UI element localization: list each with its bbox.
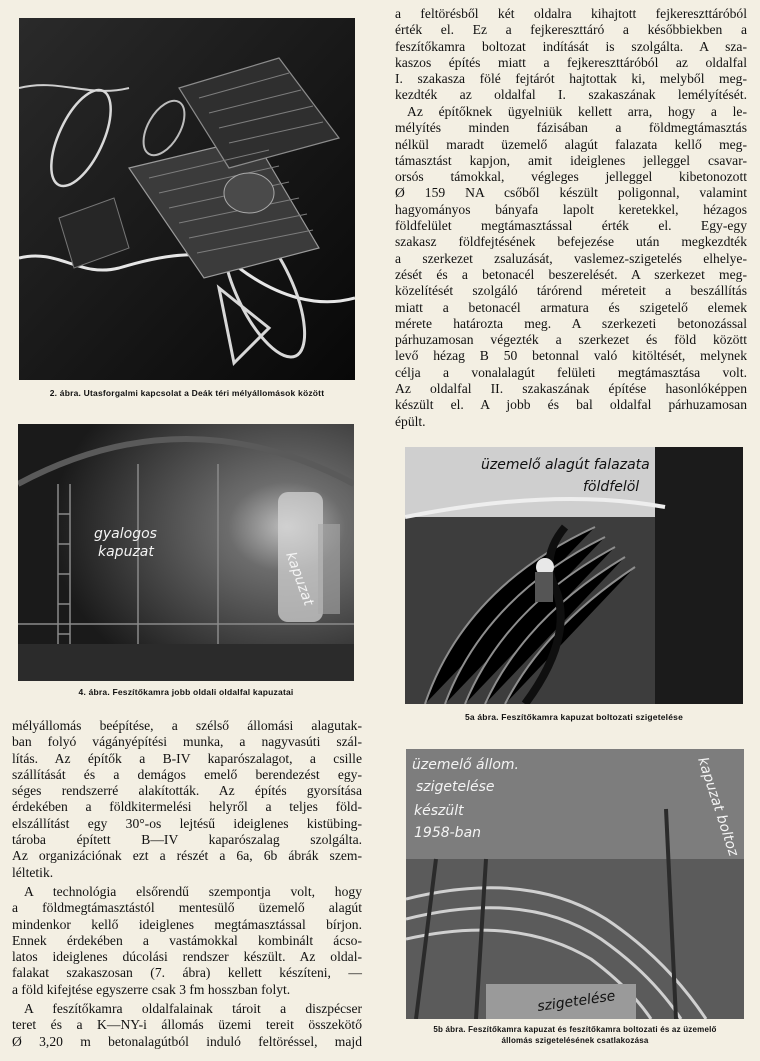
left-paragraph-2 xyxy=(12,884,362,998)
figure-2-caption: 2. ábra. Utasforgalmi kapcsolat a Deák téri mélyállomások között xyxy=(49,388,325,398)
figure-5b-caption-line2: állomás szigetelésének csatlakozása xyxy=(501,1036,649,1045)
text-line: orsós támokkal, végleges jelleggel kibetonozott xyxy=(395,169,747,185)
right-paragraph-2 xyxy=(395,104,747,430)
figure-5a-caption: 5a ábra. Feszítőkamra kapuzat boltozati szigetelése xyxy=(464,712,684,722)
text-line: elszállítást egy 30°-os lejtésű ideiglenes kistübing- xyxy=(12,815,362,831)
fig5b-label-bottom: szigetelése xyxy=(536,988,617,1015)
text-line: tároba épített B—IV kaparószalag szolgálta. xyxy=(12,832,362,848)
text-line: Ø 3,20 m betonalagútból induló feltöréssel, majd xyxy=(12,1033,362,1049)
fig4-label-kapuzat-1: kapuzat xyxy=(98,544,154,560)
text-line: mélyítés minden fázisában a földmegtámasztás xyxy=(395,120,747,136)
left-paragraph-3 xyxy=(12,1001,362,1050)
text-line: kaszos építés miatt a fejkereszttáróból az oldalfal xyxy=(395,54,747,70)
text-line: Az építőknek ügyelniük kellett arra, hogy a le- xyxy=(407,104,747,119)
text-line: mérete határozta meg. A szerkezeti betonozással xyxy=(395,315,747,331)
text-line: Az oldalfal II. szakaszának építése hasonlóképpen xyxy=(395,381,747,397)
text-line: készült el. A jobb és bal oldalfal párhuzamosan xyxy=(395,397,747,413)
text-line: levő hézag B 50 betonnal való kitöltését, melynek xyxy=(395,348,747,364)
fig5b-label-line4: 1958-ban xyxy=(414,825,482,841)
text-line: kezdték az oldalfal I. szakaszának lemélyítését. xyxy=(395,87,747,103)
text-line: a feltörésből két oldalra kihajtott fejkereszttáróból xyxy=(395,6,747,21)
text-line: nélkül maradt üzemelő alagút falazata kellő meg- xyxy=(395,136,747,152)
text-line: miatt a betonacél armatura és szigetelő elemek xyxy=(395,299,747,315)
figure-5b-caption-line1: 5b ábra. Feszítőkamra kapuzat és feszítőkamra boltozati és az üzemelő xyxy=(433,1025,717,1034)
text-line: a szerkezet zsaluzását, vaslemez-szigetelés elhelye- xyxy=(395,250,747,266)
text-line: földfelület megtámasztással érték el. Egy-egy xyxy=(395,218,747,234)
text-line: A feszítőkamra oldalfalainak tároit a diszpécser xyxy=(24,1001,362,1016)
left-paragraph-1 xyxy=(12,718,362,881)
text-line: lítás. Az építők a B-IV kaparószalagot, a csille xyxy=(12,750,362,766)
text-line: érdekében a földkitermelési helyről a teljes föld- xyxy=(12,799,362,815)
text-line: párhuzamosan végezték a szerkezet és föld között xyxy=(395,332,747,348)
text-line: A technológia elsőrendű szempontja volt, hogy xyxy=(24,884,362,899)
fig5b-label-vertical: kapuzat boltoz xyxy=(694,755,742,859)
fig4-label-kapuzat-2: kapuzat xyxy=(282,549,317,608)
text-line: épült. xyxy=(395,413,426,429)
right-paragraph-1 xyxy=(395,6,747,104)
text-line: I. szakasza fölé fejtárót hajtottak ki, melyből meg- xyxy=(395,71,747,87)
figure-4-caption: 4. ábra. Feszítőkamra jobb oldali oldalfal kapuzatai xyxy=(78,687,294,697)
fig5a-label-line2: földfelöl xyxy=(583,479,640,495)
text-line: a földmegtámasztástól mentesülő üzemelő alagút xyxy=(12,900,362,916)
text-line: mindenkor kellő ideiglenes megtámasztással bírjon. xyxy=(12,916,362,932)
text-line: közelítését szolgáló tárórend méreteit a beszállítás xyxy=(395,283,747,299)
text-line: célja a vonalalagút felületi megtámasztása volt. xyxy=(395,364,747,380)
figure-5a-image xyxy=(405,447,743,704)
figure-5b-image xyxy=(406,749,744,1019)
figure-4-image xyxy=(18,424,354,681)
text-line: a föld kifejtése egyszerre csak 3 fm hosszban folyt. xyxy=(12,981,291,997)
text-line: feszítőkamra boltozat indítását is szolgálta. A sza- xyxy=(395,38,747,54)
text-line: latos ideiglenes dúcolási rendszer készült. Az oldal- xyxy=(12,949,362,965)
text-line: hagyományos bányafa lapolt keretekkel, hézagos xyxy=(395,201,747,217)
text-line: léltetik. xyxy=(12,864,54,880)
text-line: zését és a betonacél beszerelését. A szerkezet meg- xyxy=(395,266,747,282)
fig5a-label-line1: üzemelő alagút falazata xyxy=(481,457,650,473)
text-line: ban folyó vágányépítési munka, a nagyvasúti szál- xyxy=(12,734,362,750)
text-line: Ø 159 NA csőből készült poligonnal, valamint xyxy=(395,185,747,201)
text-line: Ennek érdekében a vastámokkal kombinált ácso- xyxy=(12,932,362,948)
text-line: érték el. Ez a fejkereszttáró a későbbiekben a xyxy=(395,22,747,38)
text-line: séges rendszerré alakították. Az építés gyorsítása xyxy=(12,783,362,799)
text-line: szállítását és a demágos emelő berendezést egy- xyxy=(12,766,362,782)
fig5b-label-line1: üzemelő állom. xyxy=(412,757,520,773)
fig4-label-gyalogos: gyalogos xyxy=(94,526,157,542)
fig5b-label-line3: készült xyxy=(414,803,464,819)
text-line: szakasz földfejtésének befejezése után megkezdték xyxy=(395,234,747,250)
text-line: falakat szakaszosan (7. ábra) kellett készíteni, — xyxy=(12,965,362,981)
fig5b-label-line2: szigetelése xyxy=(416,779,495,795)
text-line: Az organizációnak ezt a részét a 6a, 6b ábrák szem- xyxy=(12,848,362,864)
text-line: teret és a K—NY-i állomás üzemi tereit összekötő xyxy=(12,1017,362,1033)
figure-2-image xyxy=(19,18,355,380)
text-line: mélyállomás beépítése, a szélső állomási alagutak- xyxy=(12,718,362,733)
text-line: támasztást kapjon, amit ideiglenes jelleggel csavar- xyxy=(395,152,747,168)
